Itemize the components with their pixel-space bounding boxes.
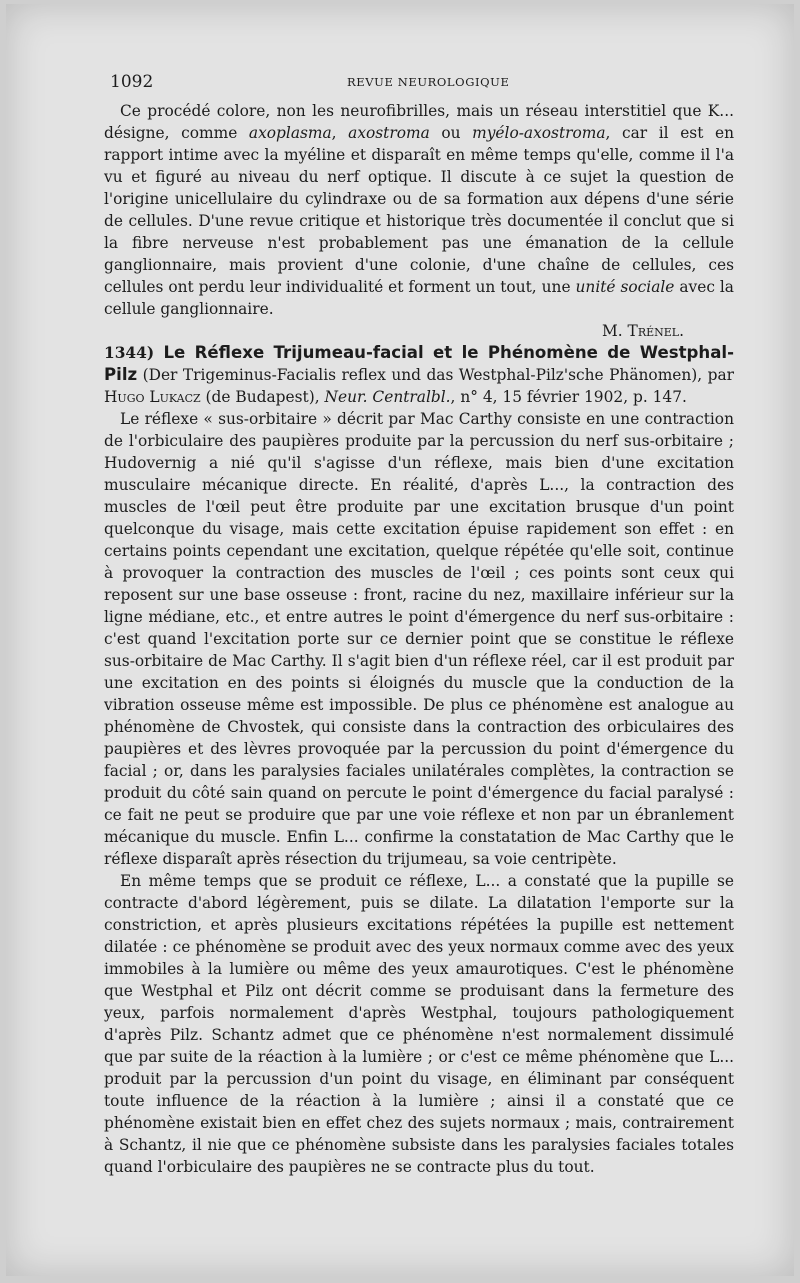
- article-author: Hugo Lukacz: [104, 388, 201, 406]
- term-myelo-axostroma: myélo-axostroma: [472, 124, 606, 142]
- term-unite-sociale: unité sociale: [575, 278, 675, 296]
- article-heading: [104, 342, 734, 408]
- article-journal: Neur. Centralbl.: [324, 388, 451, 406]
- term-axoplasma: axoplasma: [248, 124, 332, 142]
- page-content: [104, 100, 734, 1178]
- article-number: 1344): [104, 344, 155, 362]
- page-header: [110, 72, 740, 90]
- article-title: Le Réflexe Trijumeau-facial et le Phénomène de Westphal-Pilz: [104, 343, 734, 384]
- prev-article-paragraph: Ce procédé colore, non les neurofibrilles, mais un réseau interstitiel que K... désigne, comme axoplasma, axostroma ou myélo-axostroma, car il est en rapport intime avec la myéline et disparaît en même temps qu'elle, comme il l'a vu et figuré au niveau du nerf optique. Il discute à ce sujet la question de l'origine unicellulaire du cylindraxe ou de sa formation aux dépens d'une série de cellules. D'une revue critique et historique très documentée il conclut que si la fibre nerveuse n'est probablement pas une émanation de la cellule ganglionnaire, mais provient d'une colonie, d'une chaîne de cellules, ces cellules ont perdu leur individualité et forment un tout, une unité sociale avec la cellule ganglionnaire.: [104, 102, 734, 318]
- article-citation: , n° 4, 15 février 1902, p. 147.: [450, 388, 687, 406]
- signature: M. Trénel.: [602, 322, 684, 340]
- article-german-title: (Der Trigeminus-Facialis reflex und das Westphal-Pilz'sche Phänomen), par: [137, 366, 734, 384]
- running-head: REVUE NEUROLOGIQUE: [347, 75, 510, 89]
- term-axostroma: axostroma: [348, 124, 430, 142]
- article-paragraph-2: En même temps que se produit ce réflexe, L... a constaté que la pupille se contracte d'abord légèrement, puis se dilate. La dilatation l'emporte sur la constriction, et après plusieurs excitations répétées la pupille est nettement dilatée : ce phénomène se produit avec des yeux normaux comme avec des yeux immobiles à la lumière ou même des yeux amaurotiques. C'est le phénomène que Westphal et Pilz ont décrit comme se produisant dans la fermeture des yeux, parfois normalement d'après Westphal, toujours pathologiquement d'après Pilz. Schantz admet que ce phénomène n'est normalement dissimulé que par suite de la réaction à la lumière ; or c'est ce même phénomène que L... produit par la percussion d'un point du visage, en éliminant par conséquent toute influence de la réaction à la lumière ; ainsi il a constaté que ce phénomène existait bien en effet chez des sujets normaux ; mais, contrairement à Schantz, il nie que ce phénomène subsiste dans les paralysies faciales totales quand l'orbiculaire des paupières ne se contracte plus du tout.: [104, 872, 734, 1176]
- page-number: 1092: [110, 72, 154, 92]
- article-location: (de Budapest),: [200, 388, 325, 406]
- article-paragraph-1: Le réflexe « sus-orbitaire » décrit par Mac Carthy consiste en une contraction de l'orbiculaire des paupières produite par la percussion du nerf sus-orbitaire ; Hudovernig a nié qu'il s'agisse d'un réflexe, mais bien d'une excitation musculaire mécanique directe. En réalité, d'après L..., la contraction des muscles de l'œil peut être produite par une excitation brusque d'un point quelconque du visage, mais cette excitation épuise rapidement son effet : en certains points cependant une excitation, quelque répétée qu'elle soit, continue à provoquer la contraction des muscles de l'œil ; ces points sont ceux qui reposent sur une base osseuse : front, racine du nez, maxillaire inférieur sur la ligne médiane, etc., et entre autres le point d'émergence du nerf sus-orbitaire : c'est quand l'excitation porte sur ce dernier point que se constitue le réflexe sus-orbitaire de Mac Carthy. Il s'agit bien d'un réflexe réel, car il est produit par une excitation en des points si éloignés du muscle que la conduction de la vibration osseuse même est impossible. De plus ce phénomène est analogue au phénomène de Chvostek, qui consiste dans la contraction des orbiculaires des paupières et des lèvres provoquée par la percussion du point d'émergence du facial ; or, dans les paralysies faciales unilatérales complètes, la contraction se produit du côté sain quand on percute le point d'émergence du facial paralysé : ce fait ne peut se produire que par une voie réflexe et non par un ébranlement mécanique du muscle. Enfin L... confirme la constatation de Mac Carthy que le réflexe disparaît après résection du trijumeau, sa voie centripète.: [104, 410, 734, 868]
